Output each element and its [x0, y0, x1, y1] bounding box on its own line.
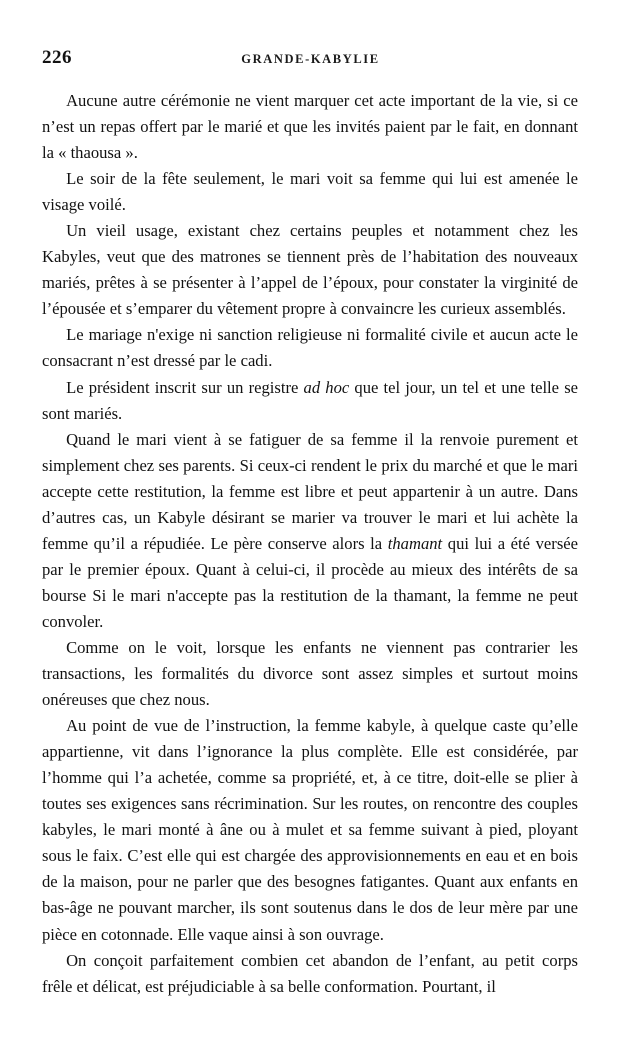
running-head-title: GRANDE-KABYLIE [241, 52, 380, 66]
paragraph: Quand le mari vient à se fatiguer de sa femme il la renvoie purement et simplement chez ses parents. Si ceux-ci rendent le prix du marché et que le mari accepte cette restitution, la femme est libre et peut appartenir à un autre. Dans d’autres cas, un Kabyle désirant se marier va trouver le mari et lui achète la femme qu’il a répudiée. Le père conserve alors la thamant qui lui a été versée par le premier époux. Quant à celui-ci, il procède au mieux des intérêts de sa bourse Si le mari n'accepte pas la restitution de la thamant, la femme ne peut convoler. [42, 429, 579, 631]
paragraph: Un vieil usage, existant chez certains peuples et notamment chez les Kabyles, veut que des matrones se tiennent près de l’habitation des nouveaux mariés, prêtes à se présenter à l’appel de l’époux, pour constater la virginité de l’épousée et s’emparer du vêtement propre à convaincre les curieux assemblés. [42, 221, 578, 319]
body-text-block [42, 88, 578, 1000]
paragraph: Au point de vue de l’instruction, la femme kabyle, à quelque caste qu’elle appartienne, vit dans l’ignorance la plus complète. Elle est considérée, par l’homme qui l’a achetée, comme sa propriété, et, à ce titre, doit-elle se plier à toutes ses exigences sans récrimination. Sur les routes, on rencontre des couples kabyles, le mari monté à âne ou à mulet et sa femme suivant à pied, ployant sous le faix. C’est elle qui est chargée des approvisionnements en eau et en bois de la maison, pour ne parler que des besognes fatigantes. Quant aux enfants en bas-âge ne pouvant marcher, ils sont soutenus dans le dos de leur mère par une pièce en cotonnade. Elle vaque ainsi à son ouvrage. [42, 716, 578, 944]
italic-term: thamant [387, 533, 443, 553]
paragraph: Le soir de la fête seulement, le mari voit sa femme qui lui est amenée le visage voilé. [42, 169, 578, 215]
paragraph: On conçoit parfaitement combien cet abandon de l’enfant, au petit corps frêle et délicat, est préjudiciable à sa belle conformation. Pourtant, il [42, 950, 578, 996]
running-head [0, 45, 621, 71]
paragraph: Comme on le voit, lorsque les enfants ne viennent pas contrarier les transactions, les formalités du divorce sont assez simples et surtout moins onéreuses que chez nous. [42, 637, 578, 710]
italic-term: ad hoc [303, 377, 350, 397]
paragraph: Le mariage n'exige ni sanction religieuse ni formalité civile et aucun acte le consacrant n’est dressé par le cadi. [42, 325, 578, 371]
page-number: 226 [42, 47, 72, 68]
paragraph: Aucune autre cérémonie ne vient marquer cet acte important de la vie, si ce n’est un repas offert par le marié et que les invités paient par le fait, en donnant la « thaousa ». [42, 91, 578, 163]
paragraph: Le président inscrit sur un registre ad hoc que tel jour, un tel et une telle se sont mariés. [42, 377, 579, 423]
